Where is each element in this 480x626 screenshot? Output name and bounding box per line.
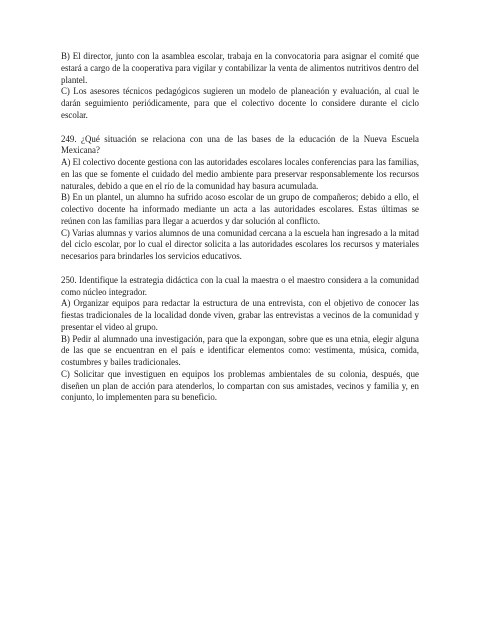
option-b-previous-question: B) El director, junto con la asamblea escolar, trabaja en la convocatoria para asignar el comité que estará a cargo de la cooperativa para vigilar y contabilizar la venta de alimentos nutritivos dentro del plantel. xyxy=(61,51,419,85)
question-250: 250. Identifique la estrategia didáctica con la cual la maestra o el maestro considera a la comunidad como núcleo integrador. xyxy=(61,274,419,297)
question-249-option-a: A) El colectivo docente gestiona con las autoridades escolares locales conferencias para las familias, en las que se fomente el cuidado del medio ambiente para preservar responsablemente los recursos naturales, debido a que en el río de la comunidad hay basura acumulada. xyxy=(61,157,419,191)
question-250-option-c: C) Solicitar que investiguen en equipos los problemas ambientales de su colonia, después, que diseñen un plan de acción para atenderlos, lo compartan con sus amistades, vecinos y familia y, en conjunto, lo implementen para su beneficio. xyxy=(61,368,419,403)
option-c-previous-question: C) Los asesores técnicos pedagógicos sugieren un modelo de planeación y evaluación, al cual le darán seguimiento periódicamente, para que el colectivo docente lo considere durante el ciclo escolar. xyxy=(61,86,419,120)
question-250-option-a: A) Organizar equipos para redactar la estructura de una entrevista, con el objetivo de conocer las fiestas tradicionales de la localidad donde viven, grabar las entrevistas a vecinos de la comunidad y presentar el video al grupo. xyxy=(61,298,419,332)
question-249: 249. ¿Qué situación se relaciona con una de las bases de la educación de la Nueva Escuela Mexicana? xyxy=(61,133,419,156)
question-250-option-b: B) Pedir al alumnado una investigación, para que la expongan, sobre que es una etnia, elegir alguna de las que se encuentran en el país e identificar elementos como: vestimenta, música, comida, costumbres y bailes tradicionales. xyxy=(61,333,419,367)
question-249-option-b: B) En un plantel, un alumno ha sufrido acoso escolar de un grupo de compañeros; debido a ello, el colectivo docente ha informado mediante un acta a las autoridades escolares. Estas últimas se reúnen con las familias para llegar a acuerdos y dar solución al conflicto. xyxy=(61,192,419,226)
paragraph-gap xyxy=(61,263,419,275)
question-249-option-c: C) Varias alumnas y varios alumnos de una comunidad cercana a la escuela han ingresado a la mitad del ciclo escolar, por lo cual el director solicita a las autoridades escolares los recursos y materiales necesarios para brindarles los servicios educativos. xyxy=(61,227,419,261)
paragraph-gap xyxy=(61,122,419,134)
document-page xyxy=(61,51,419,404)
